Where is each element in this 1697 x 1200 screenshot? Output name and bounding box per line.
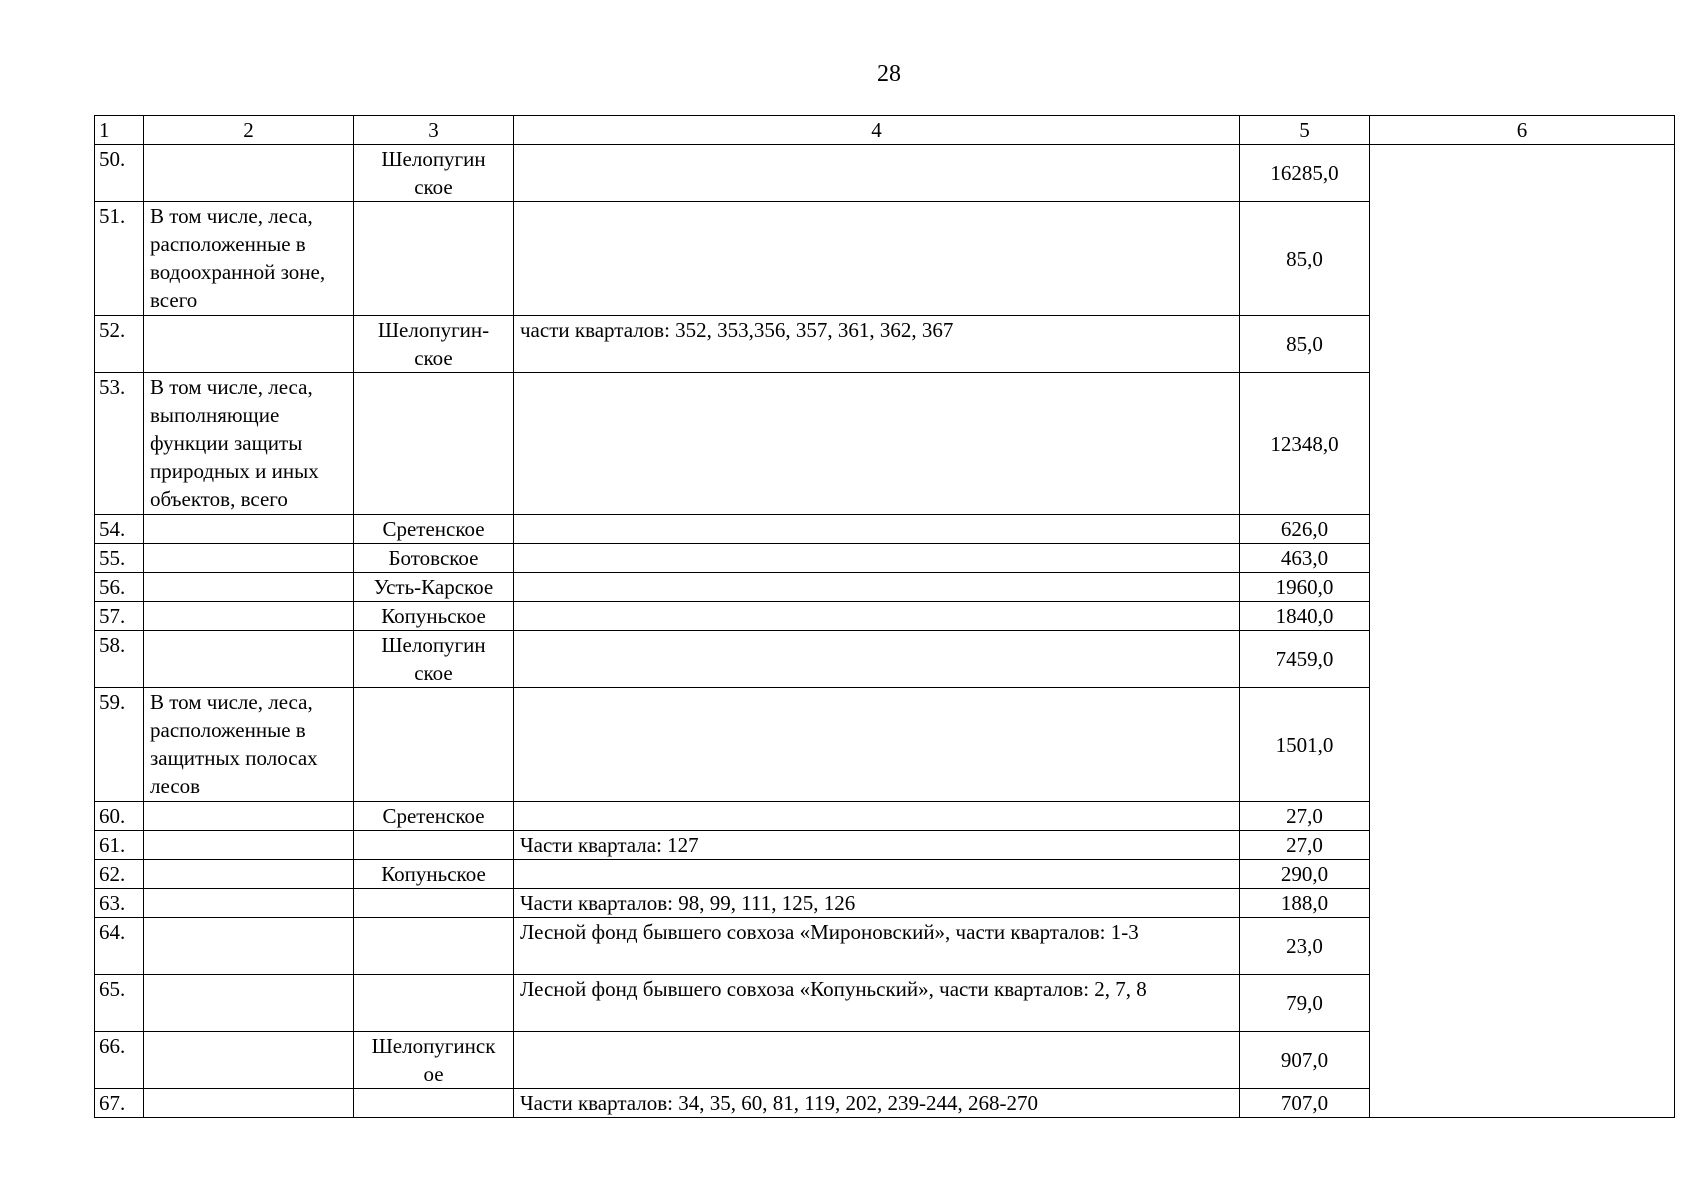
- header-row: [95, 116, 1675, 145]
- row-area: 27,0: [1240, 831, 1370, 860]
- row-description: [514, 602, 1240, 631]
- row-description: [514, 1032, 1240, 1089]
- row-description: [514, 373, 1240, 515]
- row-description: [514, 573, 1240, 602]
- row-area: 907,0: [1240, 1032, 1370, 1089]
- row-description: Лесной фонд бывшего совхоза «Копуньский», части кварталов: 2, 7, 8: [514, 975, 1240, 1032]
- row-district: Копуньское: [354, 860, 514, 889]
- row-number: 55.: [95, 544, 144, 573]
- row-area: 1501,0: [1240, 688, 1370, 802]
- row-area: 7459,0: [1240, 631, 1370, 688]
- row-number: 50.: [95, 145, 144, 202]
- row-description: Части кварталов: 98, 99, 111, 125, 126: [514, 889, 1240, 918]
- row-district: Шелопугинск ое: [354, 1032, 514, 1089]
- row-area: 463,0: [1240, 544, 1370, 573]
- row-area: 23,0: [1240, 918, 1370, 975]
- row-category: [144, 544, 354, 573]
- row-number: 63.: [95, 889, 144, 918]
- row-district: Копуньское: [354, 602, 514, 631]
- row-description: части кварталов: 352, 353,356, 357, 361, 362, 367: [514, 316, 1240, 373]
- row-category: [144, 631, 354, 688]
- row-description: [514, 688, 1240, 802]
- row-number: 66.: [95, 1032, 144, 1089]
- row-category: В том числе, леса, выполняющие функции защиты природных и иных объектов, всего: [144, 373, 354, 515]
- row-category: [144, 145, 354, 202]
- row-area: 85,0: [1240, 316, 1370, 373]
- header-col-3: 3: [354, 116, 514, 145]
- row-area: 626,0: [1240, 515, 1370, 544]
- row-description: Части кварталов: 34, 35, 60, 81, 119, 202, 239-244, 268-270: [514, 1089, 1240, 1118]
- row-description: [514, 631, 1240, 688]
- table-row: [95, 145, 1675, 202]
- header-col-2: 2: [144, 116, 354, 145]
- row-category: В том числе, леса, расположенные в водоохранной зоне, всего: [144, 202, 354, 316]
- row-number: 64.: [95, 918, 144, 975]
- row-category: В том числе, леса, расположенные в защитных полосах лесов: [144, 688, 354, 802]
- row-district: Шелопугин ское: [354, 145, 514, 202]
- header-col-1: 1: [95, 116, 144, 145]
- row-area: 27,0: [1240, 802, 1370, 831]
- row-number: 57.: [95, 602, 144, 631]
- column-6-cell: [1370, 145, 1675, 1118]
- row-description: Лесной фонд бывшего совхоза «Мироновский», части кварталов: 1-3: [514, 918, 1240, 975]
- row-description: [514, 515, 1240, 544]
- row-description: [514, 802, 1240, 831]
- row-area: 707,0: [1240, 1089, 1370, 1118]
- row-category: [144, 918, 354, 975]
- row-area: 188,0: [1240, 889, 1370, 918]
- row-number: 60.: [95, 802, 144, 831]
- row-district: Сретенское: [354, 802, 514, 831]
- page-number: 28: [877, 61, 901, 87]
- row-category: [144, 316, 354, 373]
- row-number: 56.: [95, 573, 144, 602]
- row-category: [144, 889, 354, 918]
- row-district: [354, 918, 514, 975]
- row-description: [514, 145, 1240, 202]
- header-col-4: 4: [514, 116, 1240, 145]
- row-category: [144, 860, 354, 889]
- row-district: [354, 1089, 514, 1118]
- row-district: [354, 975, 514, 1032]
- row-category: [144, 802, 354, 831]
- row-description: [514, 202, 1240, 316]
- row-number: 67.: [95, 1089, 144, 1118]
- row-number: 61.: [95, 831, 144, 860]
- row-area: 290,0: [1240, 860, 1370, 889]
- row-district: Шелопугин- ское: [354, 316, 514, 373]
- row-district: Шелопугин ское: [354, 631, 514, 688]
- row-district: [354, 688, 514, 802]
- row-area: 79,0: [1240, 975, 1370, 1032]
- row-number: 59.: [95, 688, 144, 802]
- header-col-6: 6: [1370, 116, 1675, 145]
- row-description: [514, 860, 1240, 889]
- row-district: Ботовское: [354, 544, 514, 573]
- row-number: 54.: [95, 515, 144, 544]
- row-description: Части квартала: 127: [514, 831, 1240, 860]
- row-number: 62.: [95, 860, 144, 889]
- row-area: 16285,0: [1240, 145, 1370, 202]
- row-category: [144, 602, 354, 631]
- row-district: Усть-Карское: [354, 573, 514, 602]
- row-district: Сретенское: [354, 515, 514, 544]
- row-category: [144, 573, 354, 602]
- row-district: [354, 831, 514, 860]
- row-category: [144, 515, 354, 544]
- header-col-5: 5: [1240, 116, 1370, 145]
- row-number: 65.: [95, 975, 144, 1032]
- row-number: 58.: [95, 631, 144, 688]
- row-number: 52.: [95, 316, 144, 373]
- row-category: [144, 1032, 354, 1089]
- row-area: 1960,0: [1240, 573, 1370, 602]
- row-district: [354, 373, 514, 515]
- row-number: 51.: [95, 202, 144, 316]
- row-category: [144, 831, 354, 860]
- row-area: 12348,0: [1240, 373, 1370, 515]
- row-area: 85,0: [1240, 202, 1370, 316]
- row-description: [514, 544, 1240, 573]
- row-category: [144, 1089, 354, 1118]
- row-category: [144, 975, 354, 1032]
- row-area: 1840,0: [1240, 602, 1370, 631]
- row-number: 53.: [95, 373, 144, 515]
- row-district: [354, 889, 514, 918]
- row-district: [354, 202, 514, 316]
- forest-areas-table: [94, 115, 1675, 1118]
